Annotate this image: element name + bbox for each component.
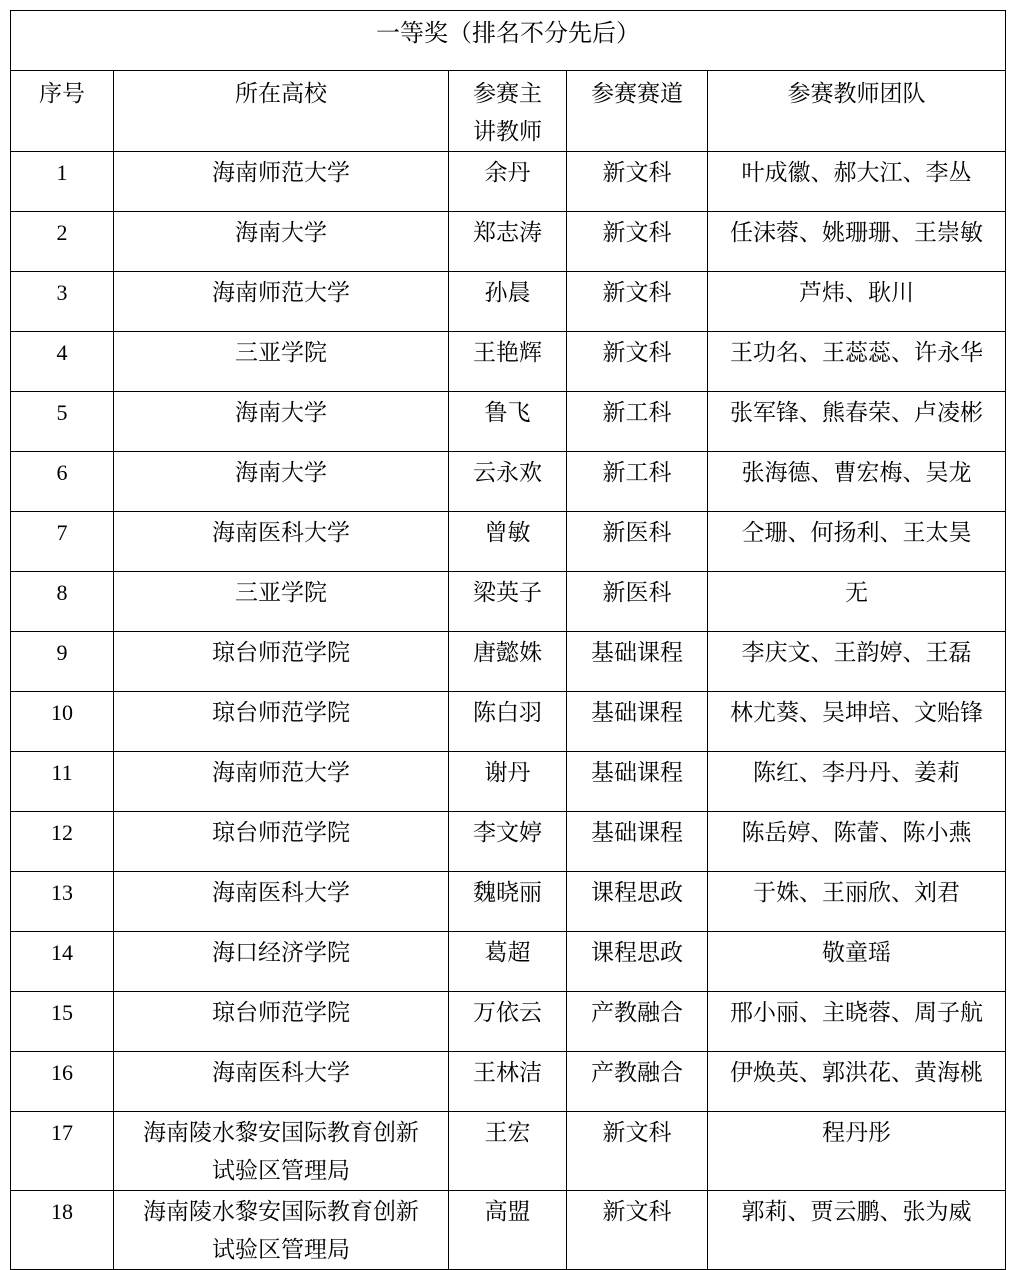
row-track: 基础课程 bbox=[567, 692, 708, 752]
table-row bbox=[11, 512, 1006, 572]
row-team: 伊焕英、郭洪花、黄海桃 bbox=[708, 1052, 1006, 1112]
table-row bbox=[11, 632, 1006, 692]
row-school: 海南师范大学 bbox=[114, 272, 449, 332]
row-index: 11 bbox=[11, 752, 114, 812]
row-track: 基础课程 bbox=[567, 632, 708, 692]
row-team: 张军锋、熊春荣、卢凌彬 bbox=[708, 392, 1006, 452]
row-track: 新文科 bbox=[567, 272, 708, 332]
row-lead-teacher: 鲁飞 bbox=[449, 392, 567, 452]
row-track: 新医科 bbox=[567, 512, 708, 572]
row-index: 17 bbox=[11, 1112, 114, 1191]
row-school: 海南陵水黎安国际教育创新试验区管理局 bbox=[114, 1112, 449, 1191]
row-index: 3 bbox=[11, 272, 114, 332]
row-lead-teacher: 王宏 bbox=[449, 1112, 567, 1191]
row-track: 新文科 bbox=[567, 1191, 708, 1270]
row-lead-teacher: 梁英子 bbox=[449, 572, 567, 632]
row-lead-teacher: 孙晨 bbox=[449, 272, 567, 332]
row-lead-teacher: 谢丹 bbox=[449, 752, 567, 812]
table-body bbox=[11, 152, 1006, 1270]
row-track: 课程思政 bbox=[567, 872, 708, 932]
row-lead-teacher: 李文婷 bbox=[449, 812, 567, 872]
row-school: 海南大学 bbox=[114, 212, 449, 272]
table-title: 一等奖（排名不分先后） bbox=[11, 11, 1006, 71]
table-row bbox=[11, 872, 1006, 932]
row-track: 基础课程 bbox=[567, 752, 708, 812]
row-track: 新文科 bbox=[567, 332, 708, 392]
row-team: 于姝、王丽欣、刘君 bbox=[708, 872, 1006, 932]
row-team: 王功名、王蕊蕊、许永华 bbox=[708, 332, 1006, 392]
row-lead-teacher: 王林洁 bbox=[449, 1052, 567, 1112]
row-index: 16 bbox=[11, 1052, 114, 1112]
row-school: 琼台师范学院 bbox=[114, 692, 449, 752]
row-index: 15 bbox=[11, 992, 114, 1052]
row-lead-teacher: 葛超 bbox=[449, 932, 567, 992]
row-lead-teacher: 云永欢 bbox=[449, 452, 567, 512]
table-row bbox=[11, 572, 1006, 632]
row-track: 课程思政 bbox=[567, 932, 708, 992]
row-track: 基础课程 bbox=[567, 812, 708, 872]
row-track: 新工科 bbox=[567, 452, 708, 512]
row-lead-teacher: 魏晓丽 bbox=[449, 872, 567, 932]
header-row bbox=[11, 71, 1006, 152]
row-index: 4 bbox=[11, 332, 114, 392]
row-index: 14 bbox=[11, 932, 114, 992]
award-table bbox=[10, 10, 1006, 1270]
header-school: 所在高校 bbox=[114, 71, 449, 152]
table-row bbox=[11, 1191, 1006, 1270]
row-index: 10 bbox=[11, 692, 114, 752]
table-row bbox=[11, 212, 1006, 272]
row-team: 仝珊、何扬利、王太昊 bbox=[708, 512, 1006, 572]
row-track: 新工科 bbox=[567, 392, 708, 452]
row-school: 琼台师范学院 bbox=[114, 632, 449, 692]
row-team: 张海德、曹宏梅、吴龙 bbox=[708, 452, 1006, 512]
row-school: 琼台师范学院 bbox=[114, 992, 449, 1052]
row-index: 6 bbox=[11, 452, 114, 512]
row-school: 海南大学 bbox=[114, 452, 449, 512]
row-team: 程丹彤 bbox=[708, 1112, 1006, 1191]
row-lead-teacher: 余丹 bbox=[449, 152, 567, 212]
table-row bbox=[11, 752, 1006, 812]
row-track: 新文科 bbox=[567, 1112, 708, 1191]
table-row bbox=[11, 272, 1006, 332]
row-school: 三亚学院 bbox=[114, 572, 449, 632]
row-team: 叶成徽、郝大江、李丛 bbox=[708, 152, 1006, 212]
row-lead-teacher: 王艳辉 bbox=[449, 332, 567, 392]
table-row bbox=[11, 812, 1006, 872]
table-row bbox=[11, 992, 1006, 1052]
header-team: 参赛教师团队 bbox=[708, 71, 1006, 152]
row-track: 新医科 bbox=[567, 572, 708, 632]
row-index: 5 bbox=[11, 392, 114, 452]
row-team: 陈红、李丹丹、姜莉 bbox=[708, 752, 1006, 812]
row-lead-teacher: 唐懿姝 bbox=[449, 632, 567, 692]
row-team: 陈岳婷、陈蕾、陈小燕 bbox=[708, 812, 1006, 872]
table-row bbox=[11, 692, 1006, 752]
row-school: 三亚学院 bbox=[114, 332, 449, 392]
header-track: 参赛赛道 bbox=[567, 71, 708, 152]
row-track: 产教融合 bbox=[567, 1052, 708, 1112]
table-row bbox=[11, 392, 1006, 452]
table-row bbox=[11, 152, 1006, 212]
row-lead-teacher: 曾敏 bbox=[449, 512, 567, 572]
row-index: 18 bbox=[11, 1191, 114, 1270]
title-row bbox=[11, 11, 1006, 71]
row-school: 海南师范大学 bbox=[114, 152, 449, 212]
row-track: 新文科 bbox=[567, 152, 708, 212]
table-row bbox=[11, 332, 1006, 392]
row-index: 9 bbox=[11, 632, 114, 692]
row-index: 8 bbox=[11, 572, 114, 632]
row-school: 海南医科大学 bbox=[114, 872, 449, 932]
row-lead-teacher: 陈白羽 bbox=[449, 692, 567, 752]
row-index: 1 bbox=[11, 152, 114, 212]
row-index: 2 bbox=[11, 212, 114, 272]
row-team: 敬童瑶 bbox=[708, 932, 1006, 992]
table-row bbox=[11, 1052, 1006, 1112]
table-row bbox=[11, 932, 1006, 992]
row-team: 郭莉、贾云鹏、张为威 bbox=[708, 1191, 1006, 1270]
row-team: 林尤葵、吴坤培、文贻锋 bbox=[708, 692, 1006, 752]
header-index: 序号 bbox=[11, 71, 114, 152]
row-school: 琼台师范学院 bbox=[114, 812, 449, 872]
row-index: 12 bbox=[11, 812, 114, 872]
header-lead-teacher: 参赛主讲教师 bbox=[449, 71, 567, 152]
row-school: 海南医科大学 bbox=[114, 512, 449, 572]
row-school: 海南医科大学 bbox=[114, 1052, 449, 1112]
row-team: 任沫蓉、姚珊珊、王崇敏 bbox=[708, 212, 1006, 272]
row-school: 海南大学 bbox=[114, 392, 449, 452]
table-row bbox=[11, 452, 1006, 512]
row-track: 新文科 bbox=[567, 212, 708, 272]
row-school: 海南陵水黎安国际教育创新试验区管理局 bbox=[114, 1191, 449, 1270]
table-row bbox=[11, 1112, 1006, 1191]
row-index: 7 bbox=[11, 512, 114, 572]
row-lead-teacher: 万依云 bbox=[449, 992, 567, 1052]
row-lead-teacher: 高盟 bbox=[449, 1191, 567, 1270]
row-team: 李庆文、王韵婷、王磊 bbox=[708, 632, 1006, 692]
row-school: 海南师范大学 bbox=[114, 752, 449, 812]
row-team: 无 bbox=[708, 572, 1006, 632]
row-school: 海口经济学院 bbox=[114, 932, 449, 992]
row-track: 产教融合 bbox=[567, 992, 708, 1052]
row-lead-teacher: 郑志涛 bbox=[449, 212, 567, 272]
row-index: 13 bbox=[11, 872, 114, 932]
row-team: 芦炜、耿川 bbox=[708, 272, 1006, 332]
row-team: 邢小丽、主晓蓉、周子航 bbox=[708, 992, 1006, 1052]
